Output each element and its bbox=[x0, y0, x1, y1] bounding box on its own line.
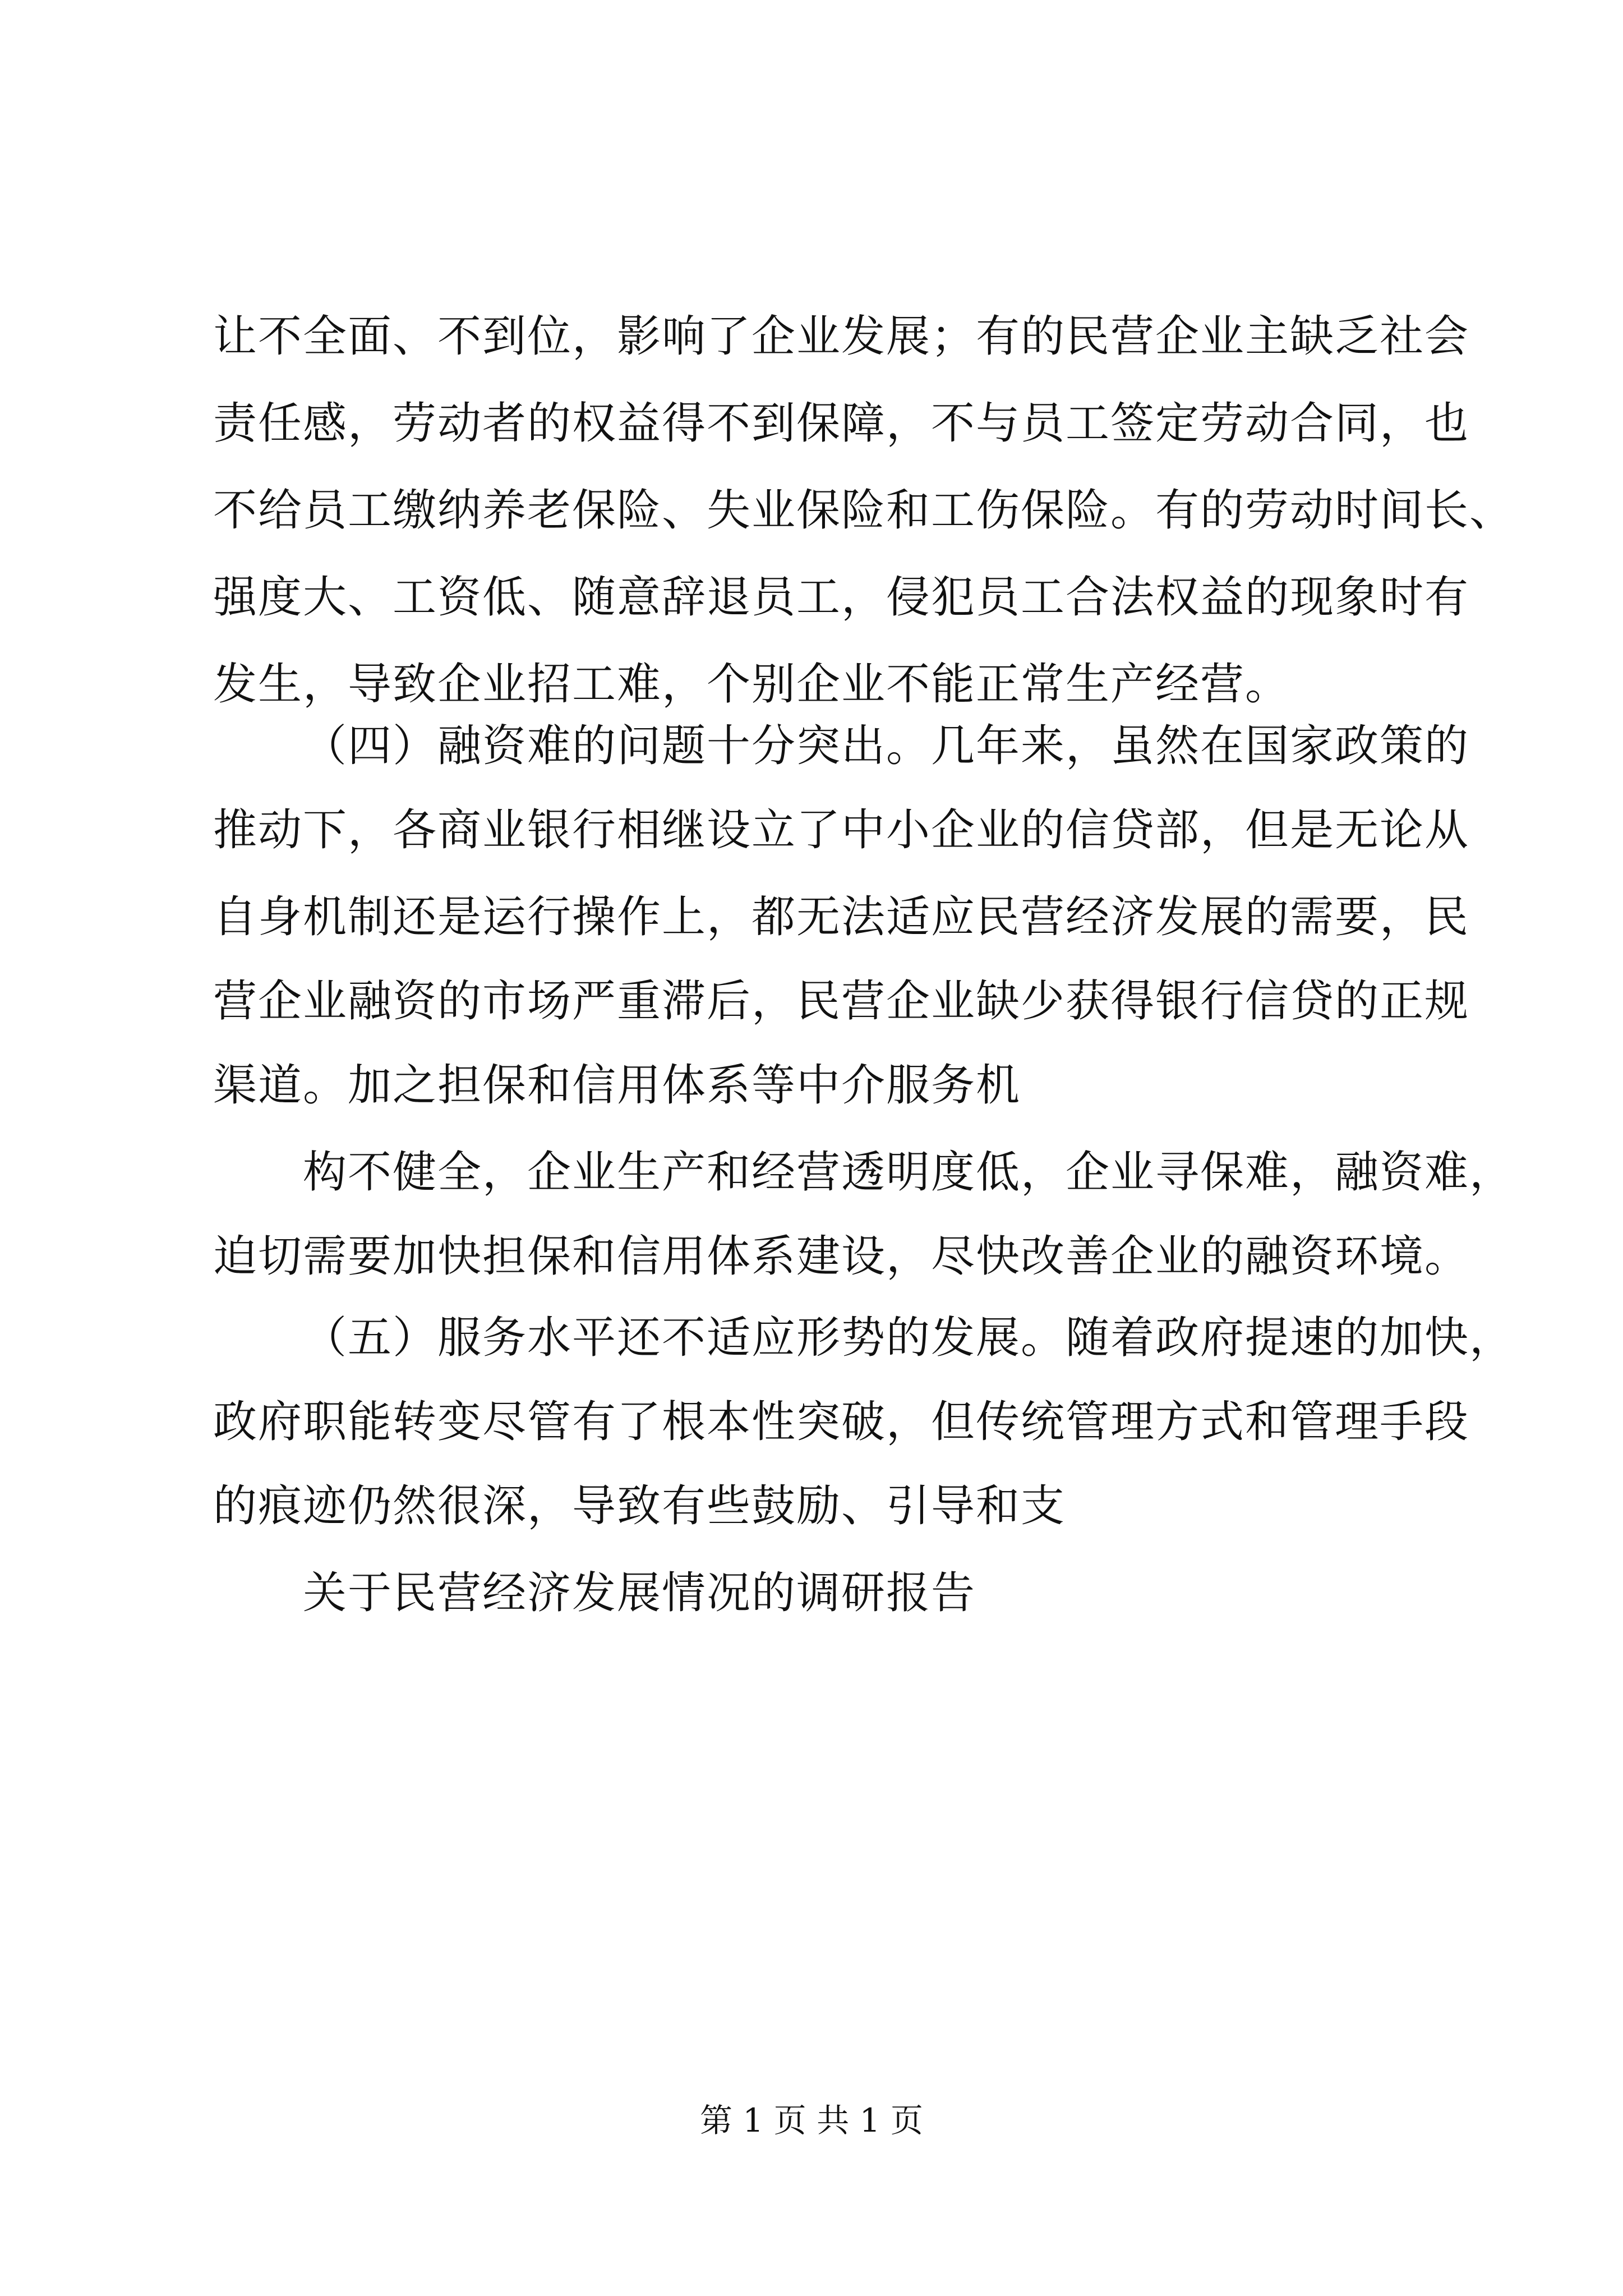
section-five-first-line: （五）服务水平还不适应形势的发展。随着政府提速的加快， bbox=[303, 1313, 1515, 1363]
page-footer: 第 1 页 共 1 页 bbox=[700, 2101, 923, 2139]
text-line: 营企业融资的市场严重滞后，民营企业缺少获得银行信贷的正规 bbox=[213, 976, 1470, 1027]
text-line: 的痕迹仍然很深，导致有些鼓励、引导和支 bbox=[213, 1481, 1066, 1531]
text-line: 自身机制还是运行操作上，都无法适应民营经济发展的需要，民 bbox=[213, 892, 1470, 942]
report-title: 关于民营经济发展情况的调研报告 bbox=[303, 1568, 976, 1618]
text-line: 渠道。加之担保和信用体系等中介服务机 bbox=[213, 1060, 1021, 1111]
text-line: 强度大、工资低、随意辞退员工，侵犯员工合法权益的现象时有 bbox=[213, 572, 1470, 623]
text-line: 责任感，劳动者的权益得不到保障，不与员工签定劳动合同，也 bbox=[213, 398, 1470, 449]
text-line: 发生，导致企业招工难，个别企业不能正常生产经营。 bbox=[213, 659, 1290, 710]
text-line: 构不健全，企业生产和经营透明度低，企业寻保难，融资难， bbox=[303, 1147, 1515, 1198]
text-line: 让不全面、不到位，影响了企业发展；有的民营企业主缺乏社会 bbox=[213, 311, 1470, 362]
text-line: 不给员工缴纳养老保险、失业保险和工伤保险。有的劳动时间长、 bbox=[213, 485, 1515, 536]
text-line: 推动下，各商业银行相继设立了中小企业的信贷部，但是无论从 bbox=[213, 805, 1470, 855]
section-four-first-line: （四）融资难的问题十分突出。几年来，虽然在国家政策的 bbox=[303, 721, 1470, 771]
text-line: 政府职能转变尽管有了根本性突破，但传统管理方式和管理手段 bbox=[213, 1397, 1470, 1447]
text-line: 迫切需要加快担保和信用体系建设，尽快改善企业的融资环境。 bbox=[213, 1231, 1470, 1282]
